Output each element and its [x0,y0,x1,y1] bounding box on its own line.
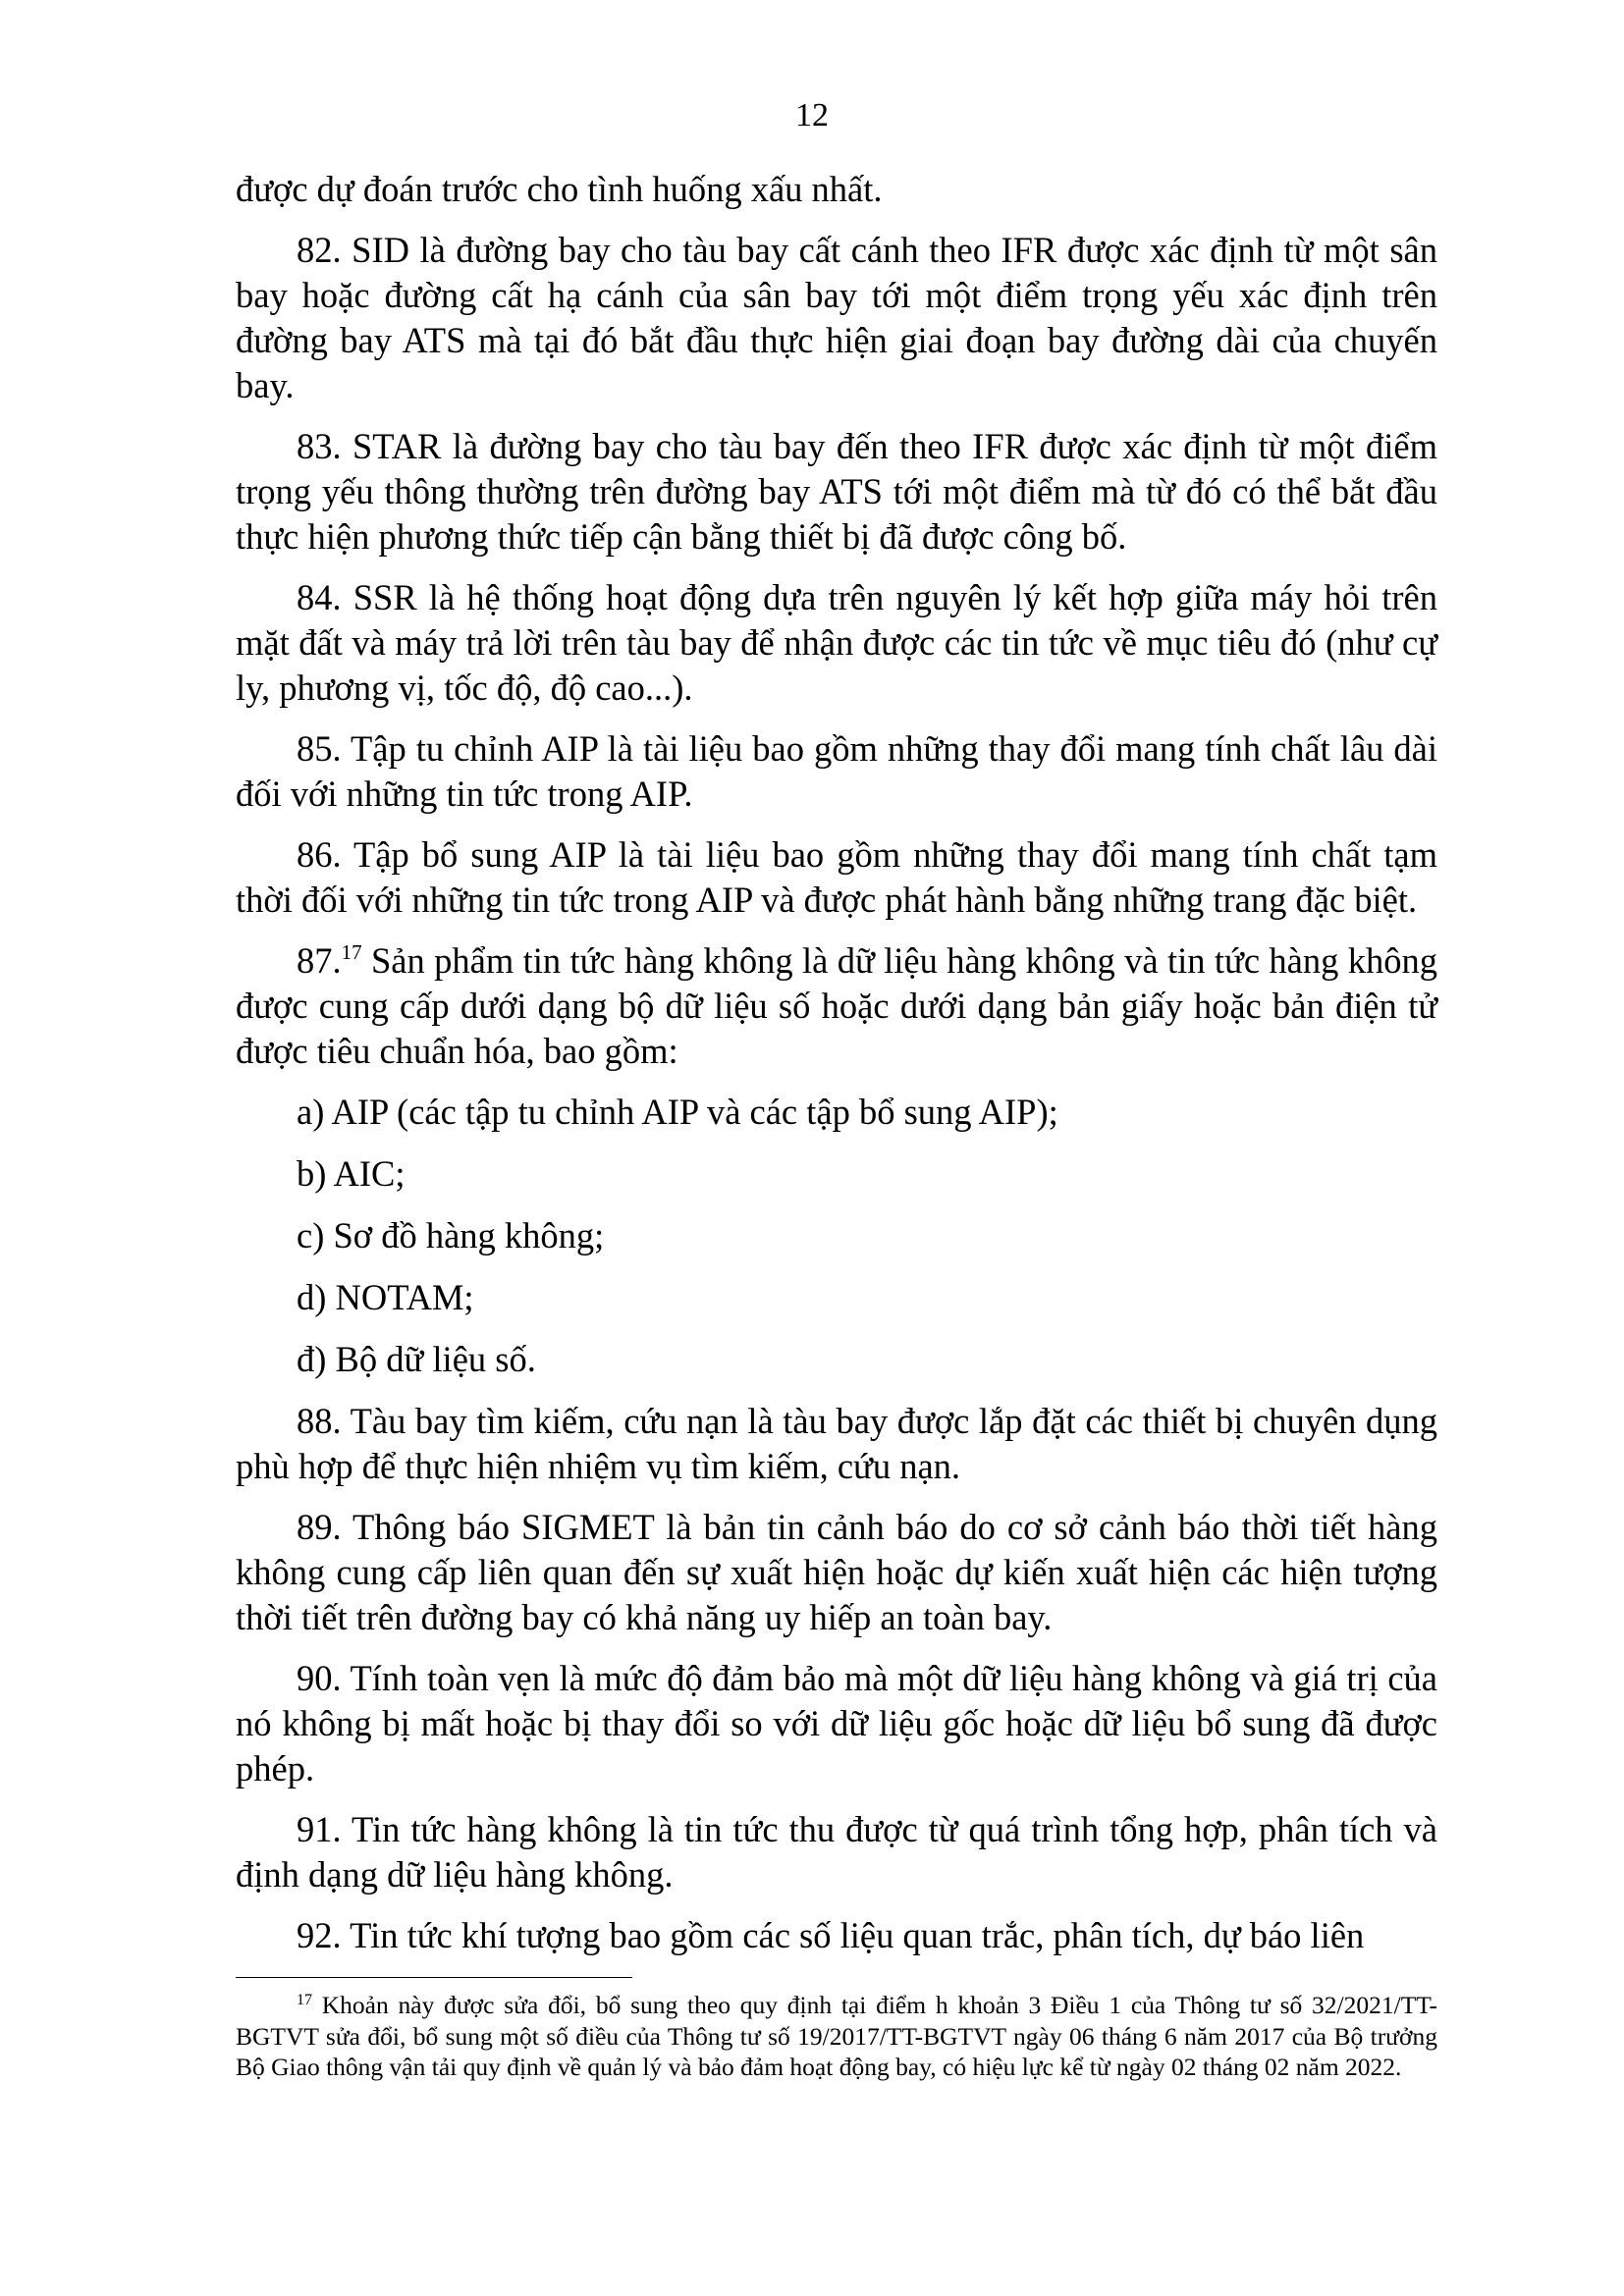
paragraph-87-number: 87. [297,940,342,981]
document-body [236,167,1437,1974]
paragraph-83: 83. STAR là đường bay cho tàu bay đến theo IFR được xác định từ một điểm trọng yếu thông thường trên đường bay ATS tới một điểm mà từ đó có thể bắt đầu thực hiện phương thức tiếp cận bằng thiết bị đã được công bố. [236,426,1437,557]
footnote-reference[interactable]: 17 [341,940,362,964]
list-item: đ) Bộ dữ liệu số. [297,1339,536,1379]
paragraph-continuation: được dự đoán trước cho tình huống xấu nhất. [236,169,883,209]
footnote-marker: 17 [297,1992,312,2008]
list-item: a) AIP (các tập tu chỉnh AIP và các tập bổ sung AIP); [297,1092,1058,1132]
page-number: 12 [795,97,829,133]
paragraph-86: 86. Tập bổ sung AIP là tài liệu bao gồm những thay đổi mang tính chất tạm thời đối với những tin tức trong AIP và được phát hành bằng những trang đặc biệt. [236,834,1437,920]
paragraph-92: 92. Tin tức khí tượng bao gồm các số liệu quan trắc, phân tích, dự báo liên [297,1915,1365,1955]
paragraph-87-text: Sản phẩm tin tức hàng không là dữ liệu hàng không và tin tức hàng không được cung cấp dưới dạng bộ dữ liệu số hoặc dưới dạng bản giấy hoặc bản điện tử được tiêu chuẩn hóa, bao gồm: [236,940,1437,1071]
footnote-separator [236,1977,632,1978]
paragraph-82: 82. SID là đường bay cho tàu bay cất cánh theo IFR được xác định từ một sân bay hoặc đường cất hạ cánh của sân bay tới một điểm trọng yếu xác định trên đường bay ATS mà tại đó bắt đầu thực hiện giai đoạn bay đường dài của chuyến bay. [236,230,1437,405]
paragraph-88: 88. Tàu bay tìm kiếm, cứu nạn là tàu bay được lắp đặt các thiết bị chuyên dụng phù hợp để thực hiện nhiệm vụ tìm kiếm, cứu nạn. [236,1401,1437,1486]
paragraph-87 [236,938,1437,1074]
paragraph-84: 84. SSR là hệ thống hoạt động dựa trên nguyên lý kết hợp giữa máy hỏi trên mặt đất và máy trả lời trên tàu bay để nhận được các tin tức về mục tiêu đó (như cự ly, phương vị, tốc độ, độ cao...). [236,577,1437,708]
footnote-text: Khoản này được sửa đổi, bổ sung theo quy định tại điểm h khoản 3 Điều 1 của Thông tư số 32/2021/TT-BGTVT sửa đổi, bổ sung một số điều của Thông tư số 19/2017/TT-BGTVT ngày 06 tháng 6 năm 2017 của Bộ trưởng Bộ Giao thông vận tải quy định về quản lý và bảo đảm hoạt động bay, có hiệu lực kể từ ngày 02 tháng 02 năm 2022. [236,1991,1437,2081]
footnote [236,1990,1437,2083]
list-item: c) Sơ đồ hàng không; [297,1215,605,1255]
paragraph-91: 91. Tin tức hàng không là tin tức thu được từ quá trình tổng hợp, phân tích và định dạng dữ liệu hàng không. [236,1809,1437,1895]
list-item: d) NOTAM; [297,1277,474,1317]
paragraph-85: 85. Tập tu chỉnh AIP là tài liệu bao gồm những thay đổi mang tính chất lâu dài đối với những tin tức trong AIP. [236,728,1437,814]
paragraph-90: 90. Tính toàn vẹn là mức độ đảm bảo mà một dữ liệu hàng không và giá trị của nó không bị mất hoặc bị thay đổi so với dữ liệu gốc hoặc dữ liệu bổ sung đã được phép. [236,1658,1437,1789]
paragraph-89: 89. Thông báo SIGMET là bản tin cảnh báo do cơ sở cảnh báo thời tiết hàng không cung cấp liên quan đến sự xuất hiện hoặc dự kiến xuất hiện các hiện tượng thời tiết trên đường bay có khả năng uy hiếp an toàn bay. [236,1507,1437,1637]
list-item: b) AIC; [297,1153,406,1194]
